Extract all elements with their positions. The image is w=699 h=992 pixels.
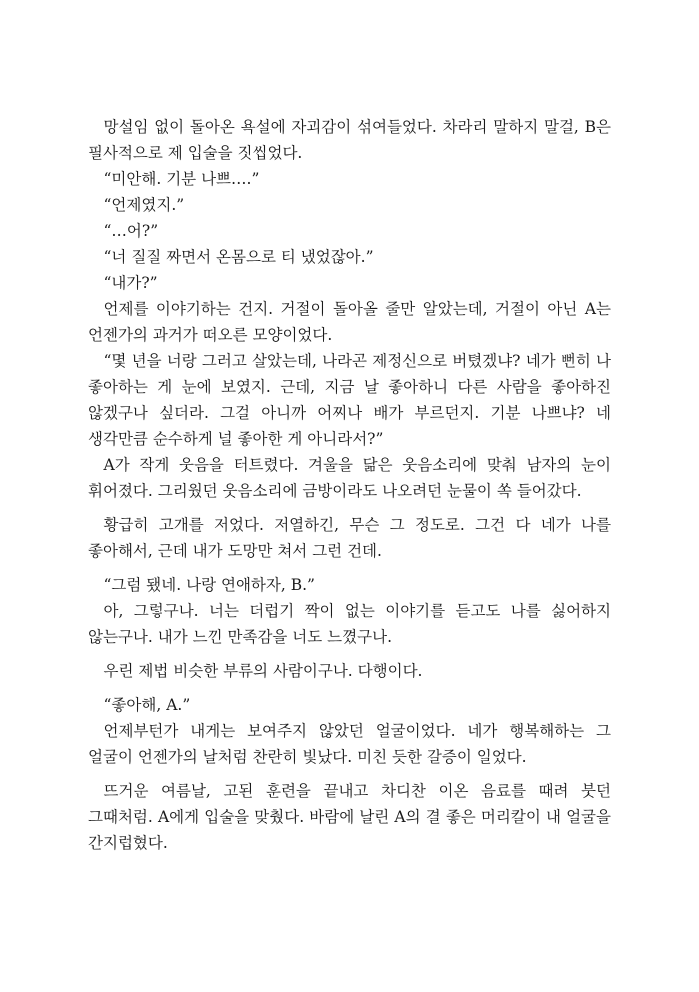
paragraph-1: 망설임 없이 돌아온 욕설에 자괴감이 섞여들었다. 차라리 말하지 말걸, B은 필사적으로 제 입술을 짓씹었다. [88,118,611,162]
paragraph-11: “그럼 됐네. 나랑 연애하자, B.” [103,576,315,594]
story-text [88,114,611,856]
paragraph-13: 우린 제법 비슷한 부류의 사람이구나. 다행이다. [103,662,423,680]
paragraph-5: “너 질질 짜면서 온몸으로 티 냈었잖아.” [103,248,374,266]
paragraph-12: 아, 그렇구나. 너는 더럽기 짝이 없는 이야기를 듣고도 나를 싫어하지 않는구나. 내가 느낀 만족감을 너도 느꼈구나. [88,602,611,646]
paragraph-16: 뜨거운 여름날, 고된 훈련을 끝내고 차디찬 이온 음료를 때려 붓던 그때처럼. A에게 입술을 맞췄다. 바람에 날린 A의 결 좋은 머리칼이 내 얼굴을 간지럽혔다. [88,782,611,852]
paragraph-4: “…어?” [103,222,159,240]
paragraph-6: “내가?” [103,274,158,292]
paragraph-9: A가 작게 웃음을 터트렸다. 겨울을 닮은 웃음소리에 맞춰 남자의 눈이 휘어졌다. 그리웠던 웃음소리에 금방이라도 나오려던 눈물이 쏙 들어갔다. [88,456,611,500]
paragraph-10: 황급히 고개를 저었다. 저열하긴, 무슨 그 정도로. 그건 다 네가 나를 좋아해서, 근데 내가 도망만 쳐서 그런 건데. [88,516,611,560]
paragraph-2: “미안해. 기분 나쁘….” [103,170,260,188]
paragraph-7: 언제를 이야기하는 건지. 거절이 돌아올 줄만 알았는데, 거절이 아닌 A는 언젠가의 과거가 떠오른 모양이었다. [88,300,611,344]
paragraph-14: “좋아해, A.” [103,696,191,714]
paragraph-15: 언제부턴가 내게는 보여주지 않았던 얼굴이었다. 네가 행복해하는 그 얼굴이 언젠가의 날처럼 찬란히 빛났다. 미친 듯한 갈증이 일었다. [88,722,611,766]
paragraph-8: “몇 년을 너랑 그러고 살았는데, 나라곤 제정신으로 버텼겠냐? 네가 뻔히 나 좋아하는 게 눈에 보였지. 근데, 지금 날 좋아하니 다른 사람을 좋아하진 않겠구나 싶더라. 그걸 아니까 어찌나 배가 부르던지. 기분 나쁘냐? 네 생각만큼 순수하게 널 좋아한 게 아니라서?” [88,352,611,448]
paragraph-3: “언제였지.” [103,196,185,214]
